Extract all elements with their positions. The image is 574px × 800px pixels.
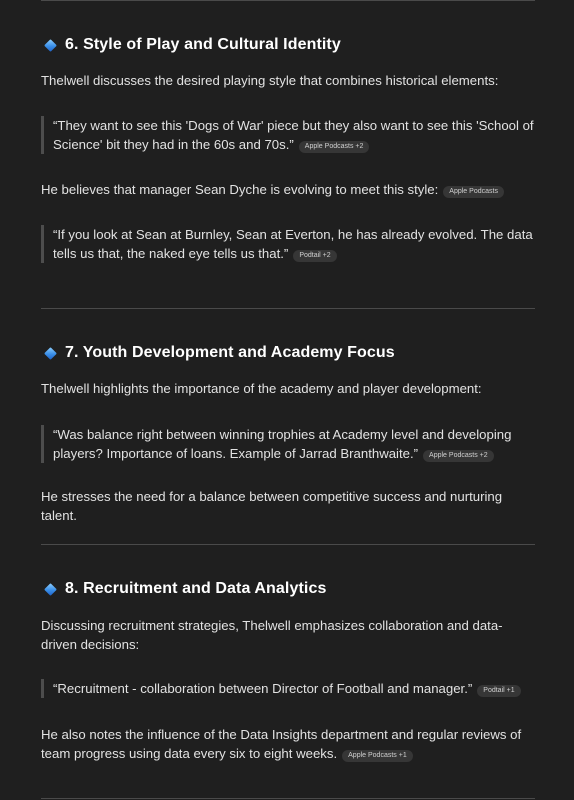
- quote-block: [41, 116, 547, 154]
- section-intro-text: Thelwell discusses the desired playing style that combines historical elements:: [41, 73, 499, 88]
- source-badge[interactable]: Apple Podcasts +2: [299, 141, 370, 153]
- section-intro: [41, 380, 535, 399]
- source-badge[interactable]: Apple Podcasts: [443, 186, 504, 198]
- section-paragraph: [41, 726, 535, 763]
- source-badge[interactable]: Podtail +2: [293, 250, 336, 262]
- section-intro-text: Thelwell highlights the importance of the academy and player development:: [41, 381, 482, 396]
- paragraph-text: He believes that manager Sean Dyche is evolving to meet this style:: [41, 182, 439, 197]
- quote-text: “If you look at Sean at Burnley, Sean at Everton, he has already evolved. The data tells us that, the naked eye tells us that.”: [53, 227, 533, 261]
- section-heading: [41, 344, 535, 362]
- section-youth-development: [41, 344, 535, 523]
- paragraph-text: He stresses the need for a balance between competitive success and nurturing talent.: [41, 489, 503, 523]
- section-intro: [41, 617, 535, 654]
- section-paragraph: [41, 488, 535, 525]
- small-blue-diamond-icon: [44, 583, 57, 596]
- section-heading-text: 7. Youth Development and Academy Focus: [65, 344, 395, 361]
- quote-block: [41, 679, 547, 698]
- section-heading: [41, 580, 535, 598]
- section-divider: [41, 0, 535, 1]
- section-recruitment: [41, 580, 535, 761]
- section-heading-text: 8. Recruitment and Data Analytics: [65, 580, 327, 597]
- section-heading: [41, 36, 535, 54]
- quote-text: “They want to see this 'Dogs of War' piece but they also want to see this 'School of Science' bit they had in the 60s and 70s.”: [53, 118, 534, 152]
- quote-block: [41, 425, 547, 463]
- section-divider: [41, 308, 535, 309]
- source-badge[interactable]: Apple Podcasts +2: [423, 450, 494, 462]
- section-intro-text: Discussing recruitment strategies, Thelwell emphasizes collaboration and data-driven decisions:: [41, 618, 503, 652]
- section-intro: [41, 72, 535, 91]
- quote-text: “Recruitment - collaboration between Director of Football and manager.”: [53, 681, 473, 696]
- section-heading-text: 6. Style of Play and Cultural Identity: [65, 36, 341, 53]
- small-blue-diamond-icon: [44, 39, 57, 52]
- section-divider: [41, 798, 535, 799]
- quote-text: “Was balance right between winning trophies at Academy level and developing players? Importance of loans. Example of Jarrad Branthwaite.”: [53, 427, 512, 461]
- quote-block: [41, 225, 547, 263]
- source-badge[interactable]: Apple Podcasts +1: [342, 750, 413, 762]
- section-paragraph: [41, 181, 535, 200]
- source-badge[interactable]: Podtail +1: [477, 685, 520, 697]
- section-divider: [41, 544, 535, 545]
- small-blue-diamond-icon: [44, 347, 57, 360]
- section-style-of-play: [41, 36, 535, 261]
- paragraph-text: He also notes the influence of the Data Insights department and regular reviews of team progress using data every six to eight weeks.: [41, 727, 522, 761]
